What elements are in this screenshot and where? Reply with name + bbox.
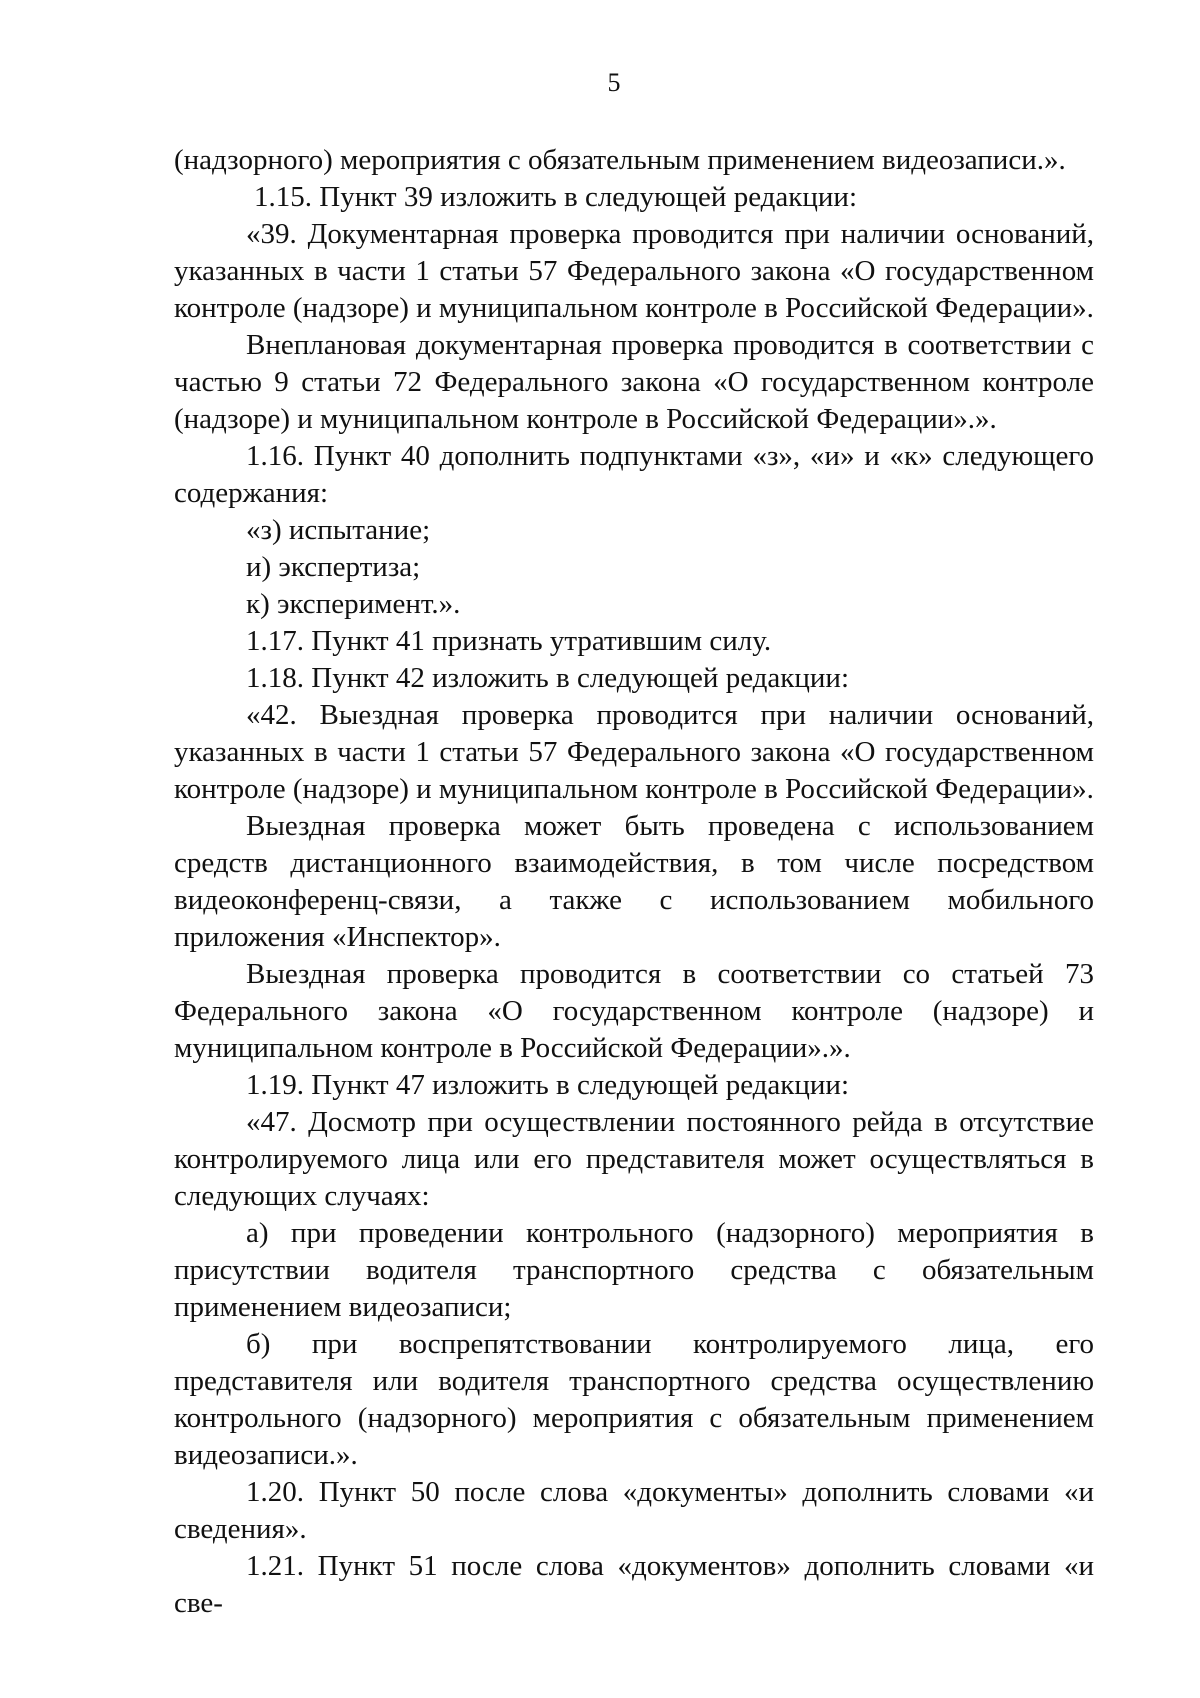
paragraph-item-1-18: 1.18. Пункт 42 изложить в следующей редакции: xyxy=(246,662,850,694)
paragraph-item-1-21: 1.21. Пункт 51 после слова «документов» дополнить словами «и све- xyxy=(174,1550,1094,1619)
paragraph-subitem-i: и) экспертиза; xyxy=(246,551,421,583)
paragraph-subitem-a: а) при проведении контрольного (надзорного) мероприятия в присутствии водителя транспортного средства с обязательным применением видеозаписи; xyxy=(174,1217,1094,1323)
paragraph-item-1-20: 1.20. Пункт 50 после слова «документы» дополнить словами «и сведения». xyxy=(174,1476,1094,1545)
document-body xyxy=(174,142,1094,1622)
paragraph-item-1-16: 1.16. Пункт 40 дополнить подпунктами «з», «и» и «к» следующего содержания: xyxy=(174,440,1094,509)
paragraph-subitem-z: «з) испытание; xyxy=(246,514,431,546)
paragraph-unscheduled-documentary: Внеплановая документарная проверка проводится в соответствии с частью 9 статьи 72 Федерального закона «О государственном контроле (надзоре) и муниципальном контроле в Российской Федерации».». xyxy=(174,329,1094,435)
paragraph-remote-inspection: Выездная проверка может быть проведена с использованием средств дистанционного взаимодействия, в том числе посредством видеоконференц-связи, а также с использованием мобильного приложения «Инспектор». xyxy=(174,810,1094,953)
paragraph-clause-42: «42. Выездная проверка проводится при наличии оснований, указанных в части 1 статьи 57 Федерального закона «О государственном контроле (надзоре) и муниципальном контроле в Российской Федерации». xyxy=(174,699,1094,805)
paragraph-continuation: (надзорного) мероприятия с обязательным применением видеозаписи.». xyxy=(174,144,1066,176)
paragraph-item-1-19: 1.19. Пункт 47 изложить в следующей редакции: xyxy=(246,1069,850,1101)
paragraph-item-1-17: 1.17. Пункт 41 признать утратившим силу. xyxy=(246,625,772,657)
paragraph-subitem-b: б) при воспрепятствовании контролируемого лица, его представителя или водителя транспортного средства осуществлению контрольного (надзорного) мероприятия с обязательным применением видеозаписи.». xyxy=(174,1328,1094,1471)
paragraph-on-site-inspection: Выездная проверка проводится в соответствии со статьей 73 Федерального закона «О государственном контроле (надзоре) и муниципальном контроле в Российской Федерации».». xyxy=(174,958,1094,1064)
paragraph-clause-47: «47. Досмотр при осуществлении постоянного рейда в отсутствие контролируемого лица или его представителя может осуществляться в следующих случаях: xyxy=(174,1106,1094,1212)
paragraph-subitem-k: к) эксперимент.». xyxy=(246,588,461,620)
paragraph-clause-39: «39. Документарная проверка проводится при наличии оснований, указанных в части 1 статьи 57 Федерального закона «О государственном контроле (надзоре) и муниципальном контроле в Российской Федерации». xyxy=(174,218,1094,324)
paragraph-item-1-15: 1.15. Пункт 39 изложить в следующей редакции: xyxy=(254,181,858,213)
page-number: 5 xyxy=(607,68,621,97)
